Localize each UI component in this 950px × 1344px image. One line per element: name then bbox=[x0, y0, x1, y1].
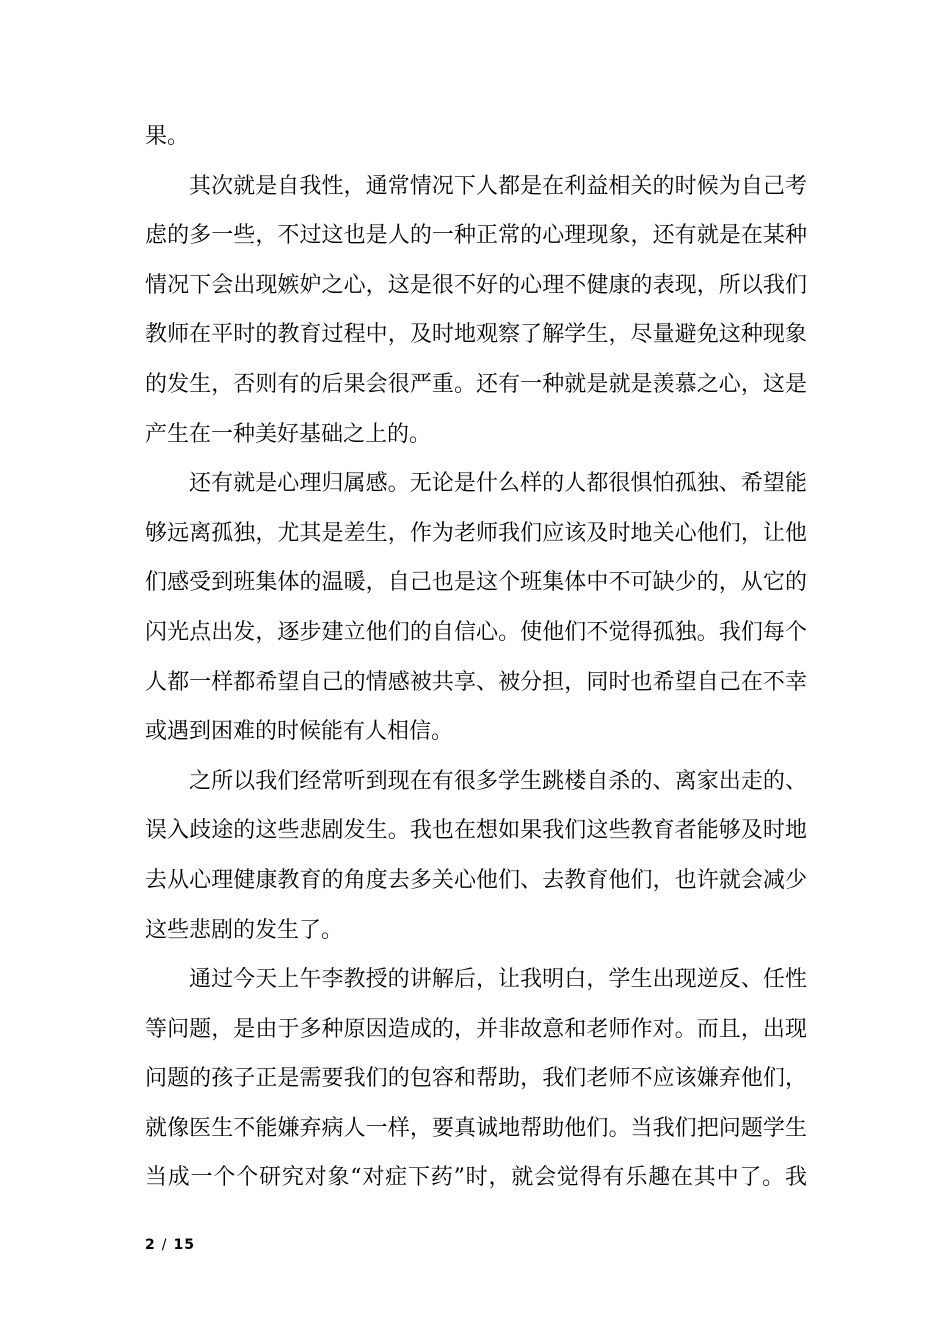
text-line: 之所以我们经常听到现在有很多学生跳楼自杀的、离家出走的、 bbox=[189, 768, 807, 794]
text-line: 就像医生不能嫌弃病人一样，要真诚地帮助他们。当我们把问题学生 bbox=[145, 1115, 807, 1141]
text-line: 其次就是自我性，通常情况下人都是在利益相关的时候为自己考 bbox=[189, 173, 807, 199]
paragraph bbox=[145, 162, 807, 460]
text-line: 人都一样都希望自己的情感被共享、被分担，同时也希望自己在不幸 bbox=[145, 669, 807, 695]
text-line: 通过今天上午李教授的讲解后，让我明白，学生出现逆反、任性 bbox=[189, 967, 807, 993]
paragraph bbox=[145, 459, 807, 757]
document-body bbox=[145, 112, 807, 1203]
text-line: 情况下会出现嫉妒之心，这是很不好的心理不健康的表现，所以我们 bbox=[145, 272, 807, 298]
text-line: 问题的孩子正是需要我们的包容和帮助，我们老师不应该嫌弃他们， bbox=[145, 1066, 807, 1092]
text-line: 教师在平时的教育过程中，及时地观察了解学生，尽量避免这种现象 bbox=[145, 322, 807, 348]
text-line: 去从心理健康教育的角度去多关心他们、去教育他们，也许就会减少 bbox=[145, 867, 807, 893]
text-line: 还有就是心理归属感。无论是什么样的人都很惧怕孤独、希望能 bbox=[189, 471, 807, 497]
text-line: 的发生，否则有的后果会很严重。还有一种就是就是羡慕之心，这是 bbox=[145, 371, 807, 397]
text-line: 这些悲剧的发生了。 bbox=[145, 917, 344, 943]
page-number-separator: / bbox=[161, 1237, 168, 1253]
paragraph bbox=[145, 112, 807, 162]
total-page-count: 15 bbox=[173, 1237, 195, 1253]
text-line: 等问题，是由于多种原因造成的，并非故意和老师作对。而且，出现 bbox=[145, 1016, 807, 1042]
paragraph bbox=[145, 955, 807, 1203]
text-line: 闪光点出发，逐步建立他们的自信心。使他们不觉得孤独。我们每个 bbox=[145, 619, 807, 645]
text-line: 虑的多一些，不过这也是人的一种正常的心理现象，还有就是在某种 bbox=[145, 223, 807, 249]
text-line: 们感受到班集体的温暖，自己也是这个班集体中不可缺少的，从它的 bbox=[145, 570, 807, 596]
text-line: 当成一个个研究对象“对症下药”时，就会觉得有乐趣在其中了。我 bbox=[145, 1165, 807, 1191]
paragraph bbox=[145, 757, 807, 955]
page-number bbox=[145, 1237, 195, 1253]
text-line: 果。 bbox=[145, 124, 190, 149]
text-line: 误入歧途的这些悲剧发生。我也在想如果我们这些教育者能够及时地 bbox=[145, 818, 807, 844]
text-line: 或遇到困难的时候能有人相信。 bbox=[145, 719, 454, 745]
text-line: 产生在一种美好基础之上的。 bbox=[145, 421, 432, 447]
text-line: 够远离孤独，尤其是差生，作为老师我们应该及时地关心他们，让他 bbox=[145, 520, 807, 546]
current-page-number: 2 bbox=[145, 1237, 156, 1253]
